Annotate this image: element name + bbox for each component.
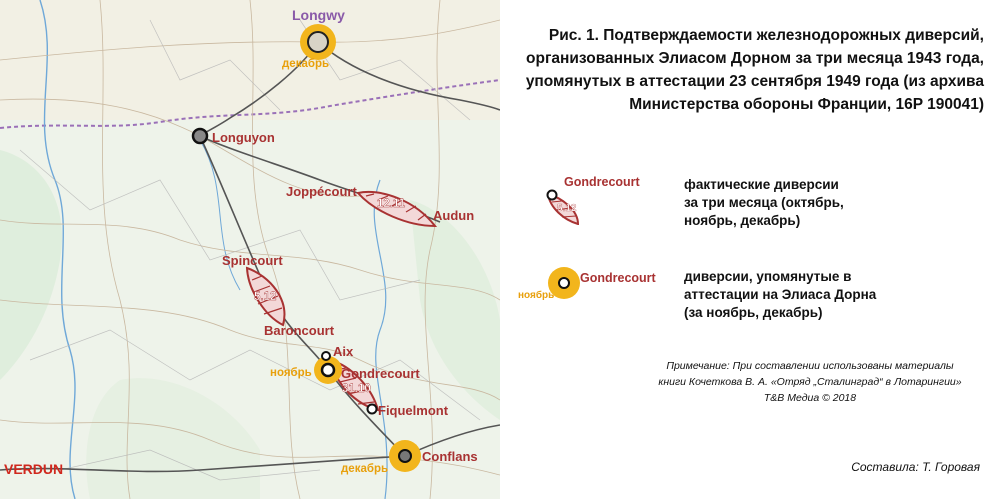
month-label-conflans: декабрь xyxy=(341,463,389,475)
legend-mention-marker xyxy=(559,278,569,288)
legend-panel xyxy=(500,0,994,499)
town-label-audun: Audun xyxy=(433,208,475,223)
urban-area xyxy=(0,0,500,120)
note-line-1: Примечание: При составлении использованы материалы xyxy=(666,360,954,372)
legend-mentioned-town: Gondrecourt xyxy=(580,271,656,285)
town-marker-conflans xyxy=(399,450,411,462)
town-label-verdun: VERDUN xyxy=(4,461,64,477)
legend-mentioned-line-2: аттестации на Элиаса Дорна xyxy=(684,287,877,302)
title-line-3: упомянутых в аттестации 23 сентября 1949 года (из архива xyxy=(525,73,984,90)
town-label-baroncourt: Baroncourt xyxy=(264,323,335,338)
figure-title xyxy=(514,24,984,116)
title-line-1 xyxy=(514,24,984,47)
town-label-aix: Aix xyxy=(333,344,354,359)
town-label-fiquelmont: Fiquelmont xyxy=(378,403,449,418)
town-marker-fiquelmont xyxy=(368,405,377,414)
sabotage-date-spincourt-baroncourt: 5.12 xyxy=(254,291,277,303)
town-marker-gondrecourt xyxy=(322,364,334,376)
town-label-longuyon: Longuyon xyxy=(212,130,275,145)
legend-swatch-mentioned xyxy=(514,258,674,308)
title-line-1-text: Подтверждаемости железнодорожных диверсий, xyxy=(598,27,984,44)
legend-town-marker xyxy=(548,191,557,200)
town-marker-longwy xyxy=(308,32,328,52)
town-label-gondrecourt: Gondrecourt xyxy=(341,366,420,381)
legend-swatch-actual xyxy=(536,170,656,225)
town-label-joppecourt: Joppécourt xyxy=(286,184,357,199)
legend-mentioned-description xyxy=(684,268,876,322)
legend-actual-town: Gondrecourt xyxy=(564,175,640,189)
sabotage-date-gondrecourt-fiquelmont: 31.10 xyxy=(342,383,371,395)
source-note xyxy=(640,358,980,406)
note-line-3: T&B Медиа © 2018 xyxy=(763,392,857,404)
title-figure-number: Рис. 1. xyxy=(548,27,599,44)
month-label-gondrecourt: ноябрь xyxy=(270,367,312,379)
legend-actual-line-3: ноябрь, декабрь) xyxy=(684,213,801,228)
sabotage-date-joppecourt-audun: 12.11 xyxy=(377,198,406,210)
town-marker-aix xyxy=(322,352,330,360)
author-credit: Составила: Т. Горовая xyxy=(851,460,980,474)
town-marker-longuyon xyxy=(193,129,207,143)
legend-actual-date: 5.12 xyxy=(557,203,577,214)
town-label-spincourt: Spincourt xyxy=(222,253,283,268)
legend-mentioned-line-3: (за ноябрь, декабрь) xyxy=(684,305,823,320)
town-label-conflans: Conflans xyxy=(422,449,478,464)
title-line-4: Министерства обороны Франции, 16P 190041) xyxy=(629,96,984,113)
legend-actual-description xyxy=(684,176,844,230)
legend-actual-line-1: фактические диверсии xyxy=(684,177,839,192)
note-line-2: книги Кочеткова В. А. «Отряд „Сталинград“ в Лотарингии» xyxy=(658,376,962,388)
town-label-longwy: Longwy xyxy=(292,7,345,23)
legend-mentioned-month: ноябрь xyxy=(518,290,555,301)
month-label-longwy: декабрь xyxy=(282,58,330,70)
title-line-2: организованных Элиасом Дорном за три месяца 1943 года, xyxy=(526,50,984,67)
legend-actual-line-2: за три месяца (октябрь, xyxy=(684,195,844,210)
legend-mentioned-line-1: диверсии, упомянутые в xyxy=(684,269,852,284)
